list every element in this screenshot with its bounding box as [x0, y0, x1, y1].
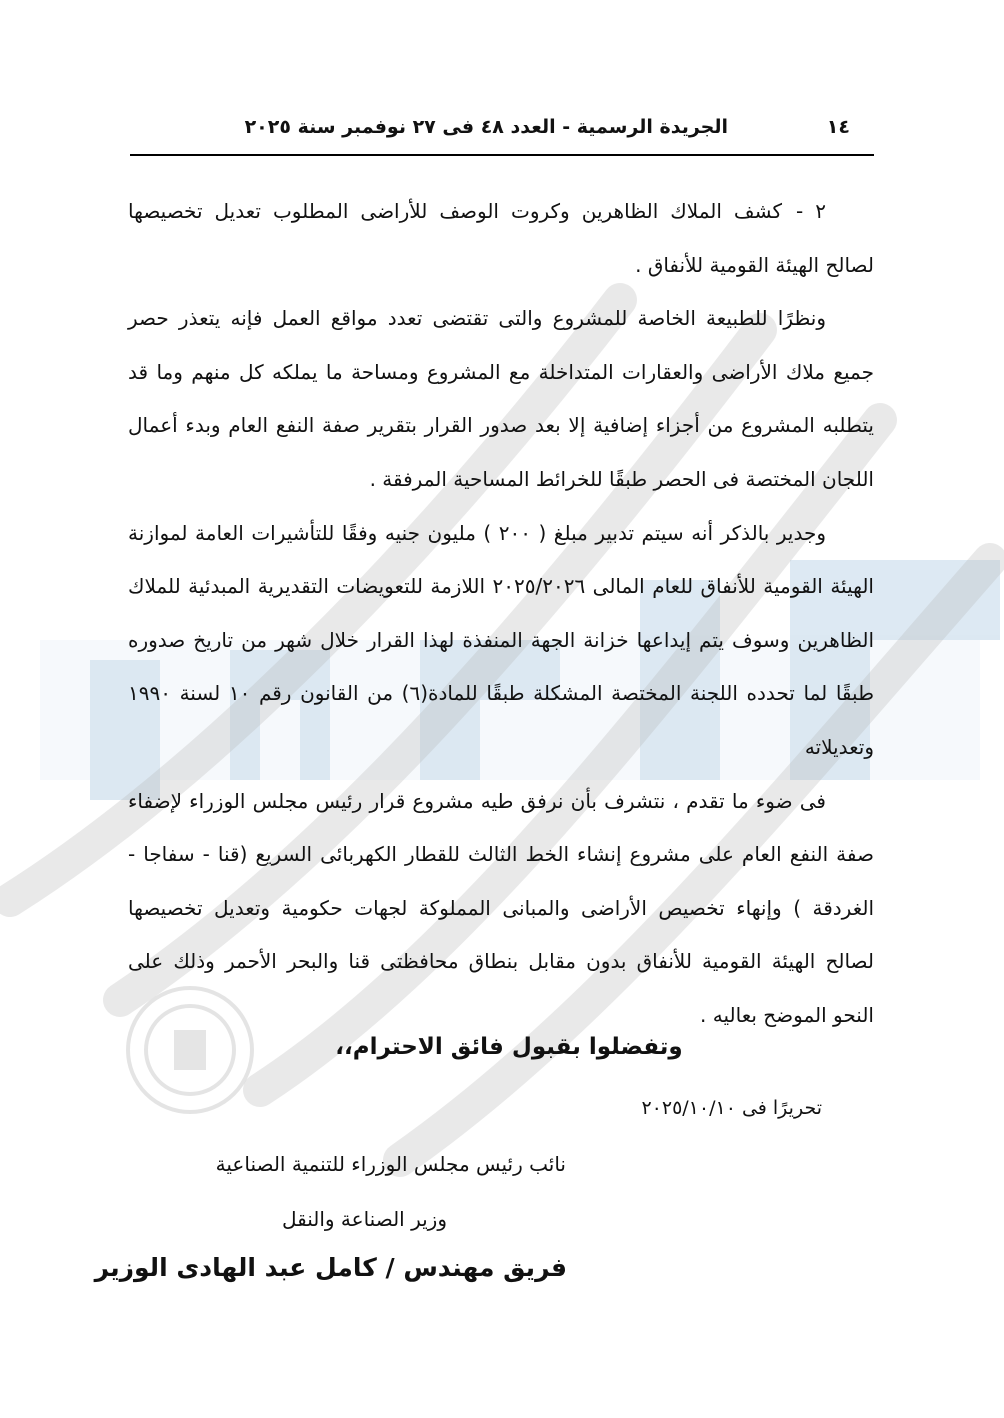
paragraph-request: فى ضوء ما تقدم ، نتشرف بأن نرفق طيه مشروع قرار رئيس مجلس الوزراء لإضفاء صفة النفع العام على مشروع إنشاء الخط الثالث للقطار الكهربائى السريع (قنا - سفاجا - الغردقة ) وإنهاء تخصيص الأراضى والمبانى المملوكة لجهات حكومية وتعديل تخصيصها لصالح الهيئة القومية للأنفاق بدون مقابل بنطاق محافظتى قنا والبحر الأحمر وذلك على النحو الموضح بعاليه . [128, 788, 874, 1027]
paragraph-funding: وجدير بالذكر أنه سيتم تدبير مبلغ ( ٢٠٠ ) مليون جنيه وفقًا للتأشيرات العامة لموازنة الهيئة القومية للأنفاق للعام المالى ٢٠٢٥/٢٠٢٦ اللازمة للتعويضات التقديرية المبدئية للملاك الظاهرين وسوف يتم إيداعها خزانة الجهة المنفذة لهذا القرار خلال شهر من تاريخ صدوره طبقًا لما تحدده اللجنة المختصة المشكلة طبقًا للمادة(٦) من القانون رقم ١٠ لسنة ١٩٩٠ وتعديلاته [128, 520, 874, 759]
signatory-title-2: وزير الصناعة والنقل [281, 1207, 447, 1231]
signatory-title-1: نائب رئيس مجلس الوزراء للتنمية الصناعية [215, 1152, 566, 1176]
list-item-number: ٢ - [796, 199, 827, 223]
closing-salutation: وتفضلوا بقبول فائق الاحترام،، [335, 1034, 683, 1060]
page-header [130, 112, 874, 152]
paragraph-circumstances: ونظرًا للطبيعة الخاصة للمشروع والتى تقتضى تعدد مواقع العمل فإنه يتعذر حصر جميع ملاك الأراضى والعقارات المتداخلة مع المشروع ومساحة ما يملكه كل منهم وما قد يتطلبه المشروع من أجزاء إضافية إلا بعد صدور القرار بتقرير صفة النفع العام وبدء أعمال اللجان المختصة فى الحصر طبقًا للخرائط المساحية المرفقة . [128, 306, 874, 491]
document-body [128, 185, 874, 1043]
header-title: الجريدة الرسمية - العدد ٤٨ فى ٢٧ نوفمبر سنة ٢٠٢٥ [244, 116, 728, 138]
header-divider [130, 154, 874, 156]
date-line: تحريرًا فى ٢٠٢٥/١٠/١٠ [641, 1097, 822, 1119]
list-item-2 [128, 185, 874, 292]
signatory-name: فريق مهندس / كامل عبد الهادى الوزير [94, 1253, 567, 1282]
page-number: ١٤ [826, 116, 850, 138]
list-item-text: كشف الملاك الظاهرين وكروت الوصف للأراضى المطلوب تعديل تخصيصها لصالح الهيئة القومية للأنفاق . [128, 199, 874, 277]
